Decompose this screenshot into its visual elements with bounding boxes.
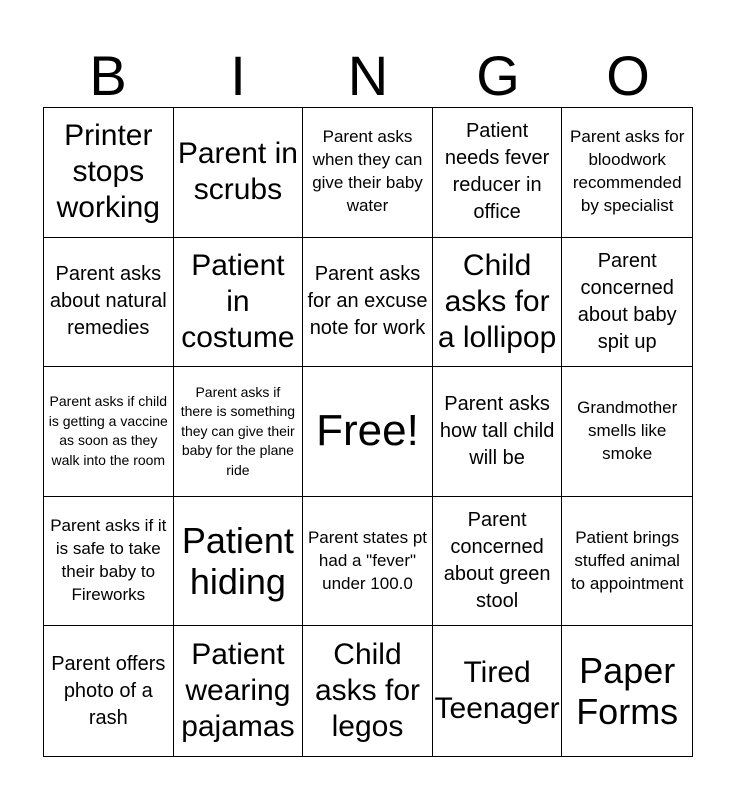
bingo-cell[interactable] [174, 238, 304, 368]
bingo-header [43, 44, 693, 108]
cell-text: Paper Forms [576, 649, 679, 733]
free-space[interactable] [303, 367, 433, 497]
cell-text: Patient brings stuffed animal to appointment [570, 527, 684, 593]
bingo-cell[interactable] [44, 626, 174, 756]
header-letter-n: N [347, 44, 389, 107]
bingo-cell[interactable] [433, 238, 563, 368]
bingo-cell[interactable] [174, 108, 304, 238]
bingo-cell[interactable] [174, 626, 304, 756]
bingo-cell[interactable] [44, 238, 174, 368]
cell-text: Parent in scrubs [177, 137, 298, 207]
bingo-cell[interactable] [174, 367, 304, 497]
bingo-cell[interactable] [433, 367, 563, 497]
cell-text: Child asks for legos [314, 638, 420, 744]
bingo-cell[interactable] [303, 238, 433, 368]
bingo-cell[interactable] [433, 626, 563, 756]
bingo-cell[interactable] [562, 238, 692, 368]
cell-text: Patient in costume [181, 248, 295, 354]
cell-text: Parent concerned about green stool [443, 509, 551, 613]
cell-text: Tired Teenager [434, 656, 560, 726]
bingo-cell[interactable] [433, 108, 563, 238]
cell-text: Parent asks for bloodwork recommended by specialist [570, 127, 685, 216]
cell-text: Patient wearing pajamas [181, 638, 295, 744]
cell-text: Parent offers photo of a rash [51, 652, 166, 729]
header-letter-g: G [476, 44, 520, 107]
bingo-cell[interactable] [433, 497, 563, 627]
cell-text: Grandmother smells like smoke [577, 398, 678, 463]
bingo-cell[interactable] [562, 626, 692, 756]
bingo-board [43, 107, 693, 757]
cell-text: Parent states pt had a "fever" under 100.0 [307, 527, 428, 593]
cell-text: Parent asks about natural remedies [49, 263, 167, 340]
bingo-cell[interactable] [562, 108, 692, 238]
cell-text: Parent asks if it is safe to take their baby to Fireworks [50, 516, 167, 605]
cell-text: Parent asks if there is something they can give their baby for the plane ride [180, 383, 296, 478]
bingo-cell[interactable] [44, 108, 174, 238]
bingo-cell[interactable] [562, 367, 692, 497]
bingo-cell[interactable] [303, 108, 433, 238]
bingo-cell[interactable] [174, 497, 304, 627]
bingo-cell[interactable] [44, 497, 174, 627]
cell-text: Free! [316, 406, 419, 456]
cell-text: Patient needs fever reducer in office [444, 120, 550, 224]
cell-text: Parent asks when they can give their baby water [312, 127, 423, 216]
cell-text: Parent asks if child is getting a vaccine as soon as they walk into the room [48, 393, 168, 469]
bingo-cell[interactable] [303, 497, 433, 627]
bingo-cell[interactable] [562, 497, 692, 627]
header-letter-i: I [230, 44, 246, 107]
bingo-cell[interactable] [303, 626, 433, 756]
cell-text: Parent asks how tall child will be [439, 392, 555, 469]
header-letter-o: O [606, 44, 650, 107]
cell-text: Child asks for a lollipop [437, 248, 557, 354]
bingo-cell[interactable] [44, 367, 174, 497]
cell-text: Printer stops working [56, 119, 160, 225]
cell-text: Parent concerned about baby spit up [577, 249, 677, 353]
cell-text: Patient hiding [181, 519, 294, 603]
cell-text: Parent asks for an excuse note for work [307, 263, 428, 340]
header-letter-b: B [89, 44, 127, 107]
